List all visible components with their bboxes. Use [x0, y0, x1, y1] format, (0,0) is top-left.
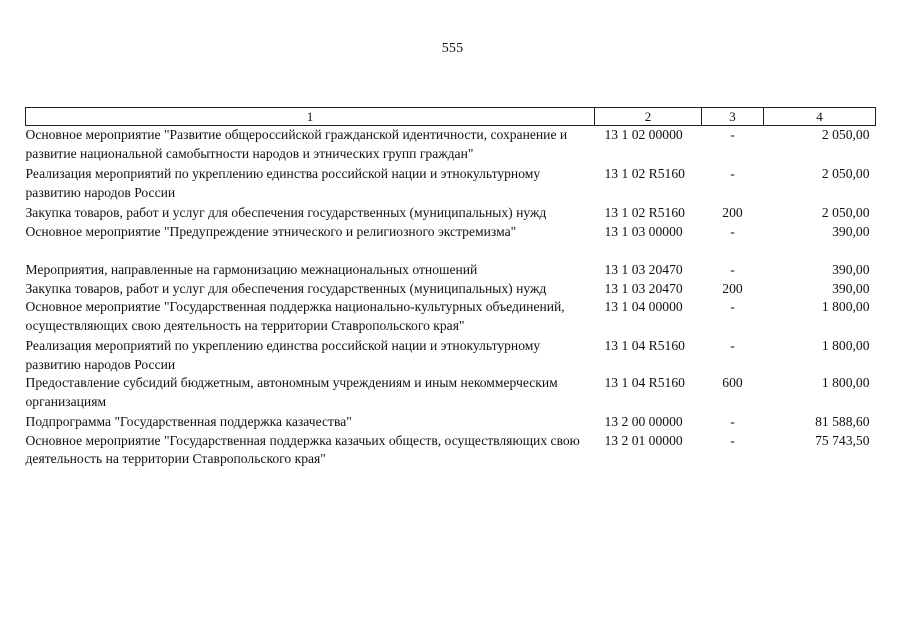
row-name: Основное мероприятие "Государственная поддержка национально-культурных объединений, осуществляющих свою деятельность на территории Ставропольского края" — [25, 299, 565, 333]
row-type: 600 — [722, 375, 743, 390]
row-amount: 390,00 — [832, 223, 870, 239]
budget-table — [25, 107, 876, 469]
row-code: 13 1 03 20470 — [604, 262, 683, 277]
row-amount: 75 743,50 — [815, 432, 870, 448]
row-name: Предоставление субсидий бюджетным, автономным учреждениям и иным некоммерческим организациям — [25, 375, 558, 409]
row-type: 200 — [722, 280, 743, 296]
row-type: - — [730, 299, 735, 314]
table-row — [26, 298, 876, 337]
row-name: Основное мероприятие "Развитие общероссийской гражданской идентичности, сохранение и развитие национальной самобытности народов и этнических групп граждан" — [25, 127, 568, 161]
row-amount: 81 588,60 — [815, 414, 870, 429]
row-amount: 2 050,00 — [821, 166, 870, 181]
table-row — [26, 223, 876, 262]
table-header-row — [26, 108, 876, 126]
column-header-type: 3 — [702, 108, 764, 126]
row-name: Закупка товаров, работ и услуг для обеспечения государственных (муниципальных) нужд — [25, 205, 547, 220]
row-type: 200 — [722, 205, 743, 220]
page-number: 555 — [441, 41, 464, 56]
row-code: 13 1 03 20470 — [604, 280, 683, 296]
row-code: 13 1 02 00000 — [604, 127, 683, 142]
row-amount: 1 800,00 — [821, 338, 870, 353]
table-row — [26, 165, 876, 204]
row-amount: 1 800,00 — [821, 375, 870, 390]
row-amount: 390,00 — [832, 280, 870, 296]
row-code: 13 2 00 00000 — [604, 414, 683, 429]
row-name: Основное мероприятие "Государственная поддержка казачьих обществ, осуществляющих свою деятельность на территории Ставропольского края" — [25, 432, 580, 466]
table-row — [26, 261, 876, 280]
table-row — [26, 374, 876, 413]
row-amount: 390,00 — [832, 262, 870, 277]
row-name: Реализация мероприятий по укреплению единства российской нации и этнокультурному развитию народов России — [25, 338, 541, 372]
row-name: Мероприятия, направленные на гармонизацию межнациональных отношений — [25, 262, 478, 277]
column-header-name: 1 — [26, 108, 595, 126]
table-row — [26, 413, 876, 432]
row-code: 13 1 02 R5160 — [604, 166, 685, 181]
row-code: 13 1 04 R5160 — [604, 375, 685, 390]
row-code: 13 1 02 R5160 — [604, 205, 685, 220]
row-type: - — [730, 414, 735, 429]
row-name: Основное мероприятие "Предупреждение этнического и религиозного экстремизма" — [25, 223, 517, 239]
row-type: - — [730, 223, 735, 239]
row-type: - — [730, 262, 735, 277]
table-row — [26, 126, 876, 166]
column-header-amount: 4 — [764, 108, 876, 126]
row-type: - — [730, 166, 735, 181]
table-row — [26, 204, 876, 223]
row-amount: 2 050,00 — [821, 205, 870, 220]
row-name: Закупка товаров, работ и услуг для обеспечения государственных (муниципальных) нужд — [25, 280, 547, 296]
row-code: 13 2 01 00000 — [604, 432, 683, 448]
row-name: Подпрограмма "Государственная поддержка казачества" — [25, 414, 352, 429]
table-row — [26, 337, 876, 374]
table-row — [26, 432, 876, 469]
row-type: - — [730, 432, 735, 448]
row-type: - — [730, 338, 735, 353]
row-name: Реализация мероприятий по укреплению единства российской нации и этнокультурному развитию народов России — [25, 166, 541, 200]
row-type: - — [730, 127, 735, 142]
row-code: 13 1 03 00000 — [604, 223, 683, 239]
row-code: 13 1 04 R5160 — [604, 338, 685, 353]
row-code: 13 1 04 00000 — [604, 299, 683, 314]
row-amount: 2 050,00 — [821, 127, 870, 142]
table-row — [26, 280, 876, 299]
row-amount: 1 800,00 — [821, 299, 870, 314]
column-header-code: 2 — [595, 108, 702, 126]
